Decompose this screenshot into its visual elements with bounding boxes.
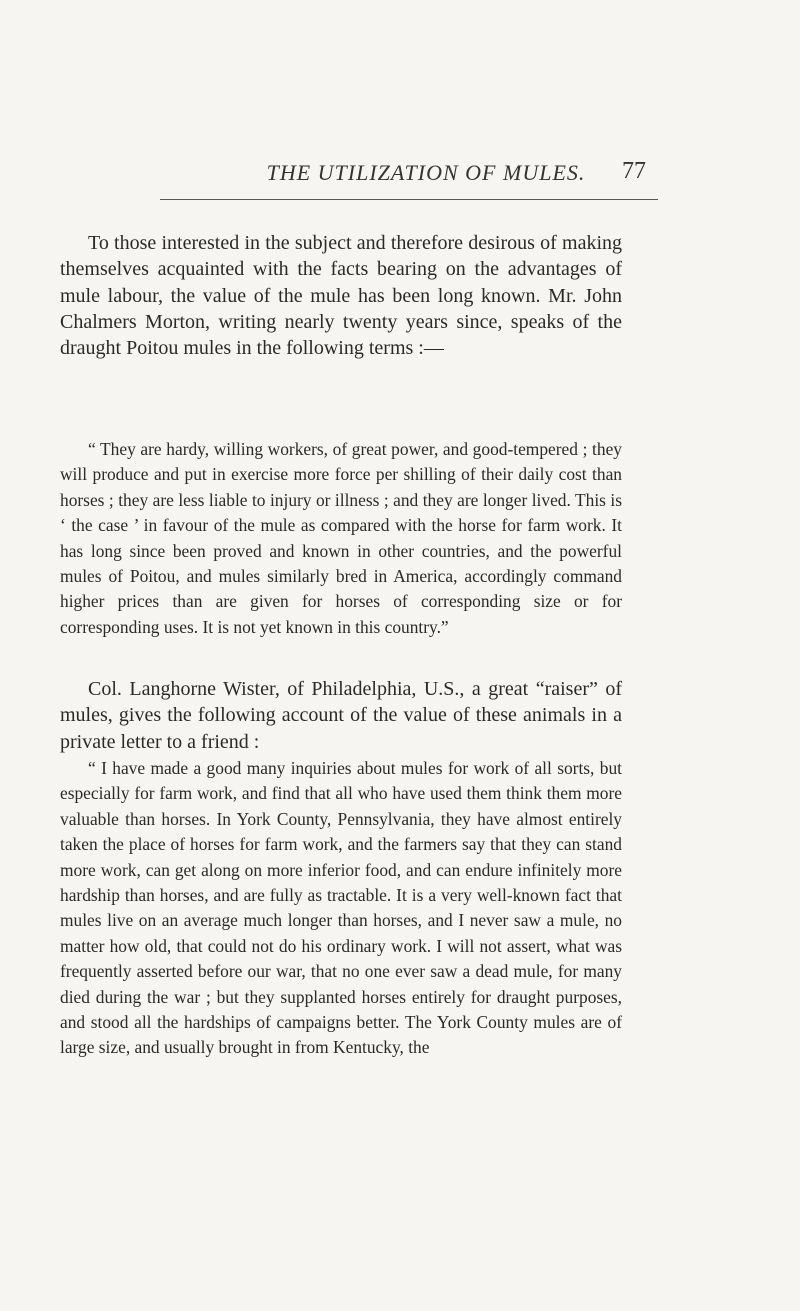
body-paragraph-2: Col. Langhorne Wister, of Philadelphia, U.S., a great “raiser” of mules, gives the following account of the value of these animals in a private letter to a friend : [60, 678, 622, 753]
body-paragraph-1: To those interested in the subject and therefore desirous of making themselves acquainted with the facts bearing on the advantages of mule labour, the value of the mule has been long known. Mr. John Chalmers Morton, writing nearly twenty years since, speaks of the draught Poitou mules in the following terms :— [60, 232, 622, 360]
page-number: 77 [622, 158, 646, 184]
header-rule [160, 199, 658, 200]
quoted-passage-2: “ I have made a good many inquiries about mules for work of all sorts, but especially for farm work, and find that all who have used them think them more valuable than horses. In York County, Pennsylvania, they have almost entirely taken the place of horses for farm work, and the farmers say that they can stand more work, can get along on more inferior food, and can endure infinitely more hardship than horses, and are fully as tractable. It is a very well-known fact that mules live on an average much longer than horses, and I never saw a mule, no matter how old, that could not do his ordinary work. I will not assert, what was frequently asserted before our war, that no one ever saw a dead mule, for many died during the war ; but they supplanted horses entirely for draught purposes, and stood all the hardships of campaigns better. The York County mules are of large size, and usually brought in from Kentucky, the [60, 758, 622, 1058]
quoted-passage-1: “ They are hardy, willing workers, of great power, and good-tempered ; they will produce and put in exercise more force per shilling of their daily cost than horses ; they are less liable to injury or illness ; and they are longer lived. This is ‘ the case ’ in favour of the mule as compared with the horse for farm work. It has long since been proved and known in other countries, and the powerful mules of Poitou, and mules similarly bred in America, accordingly command higher prices than are given for horses of corresponding size or for corresponding uses. It is not yet known in this country.” [60, 439, 622, 637]
running-title: THE UTILIZATION OF MULES. [266, 160, 586, 185]
